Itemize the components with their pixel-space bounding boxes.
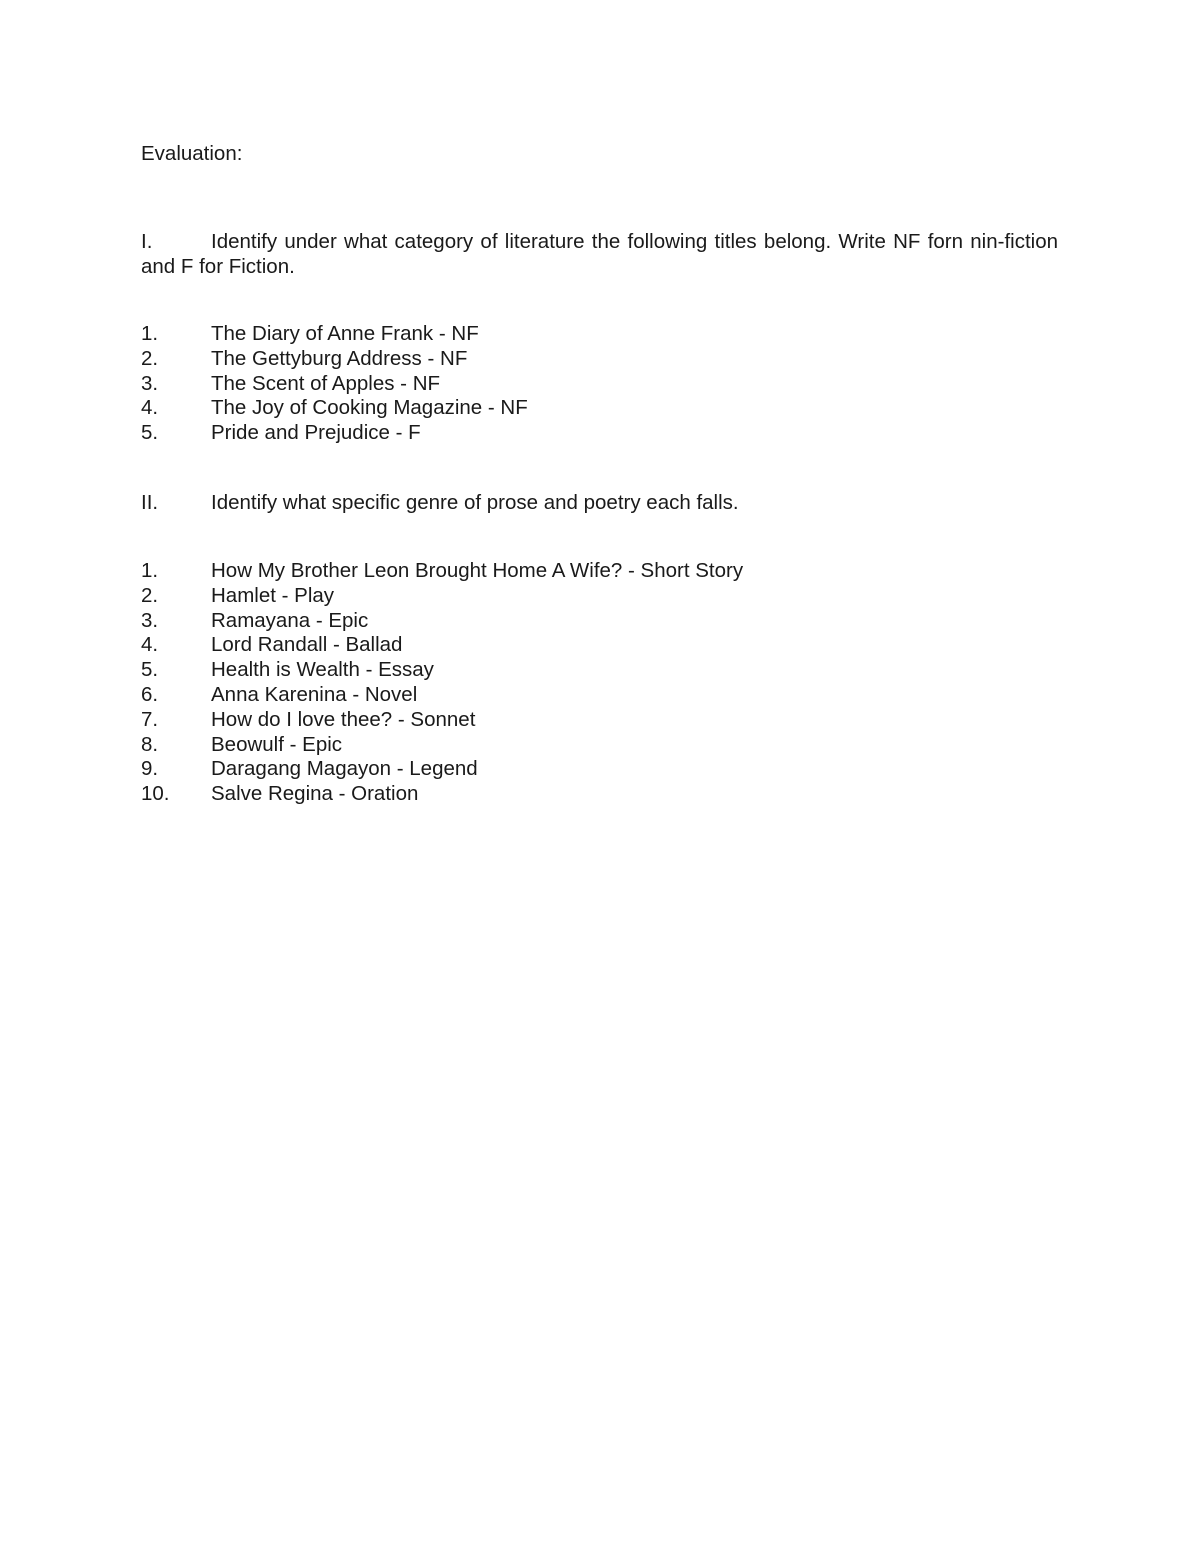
item-number: 1.: [141, 322, 159, 345]
list-item: [141, 658, 743, 683]
section-two-list: [141, 559, 743, 807]
item-text: How do I love thee? - Sonnet: [211, 707, 476, 731]
item-number: 5.: [141, 421, 159, 445]
list-item: [141, 396, 528, 421]
item-text: Beowulf - Epic: [211, 732, 343, 756]
item-number: 5.: [141, 658, 159, 682]
item-number: 4.: [141, 633, 159, 657]
item-text: Ramayana - Epic: [211, 608, 369, 632]
list-item: [141, 733, 743, 758]
item-number: 4.: [141, 396, 159, 420]
list-item: [141, 683, 743, 708]
list-item: [141, 372, 528, 397]
list-item: [141, 559, 743, 584]
item-text: Salve Regina - Oration: [211, 782, 419, 806]
item-text: The Diary of Anne Frank - NF: [211, 322, 479, 345]
item-number: 10.: [141, 782, 170, 806]
list-item: [141, 782, 743, 807]
section-one-instruction: [141, 230, 1058, 279]
item-text: Daragang Magayon - Legend: [211, 757, 478, 781]
item-text: Anna Karenina - Novel: [211, 682, 418, 706]
list-item: [141, 708, 743, 733]
list-item: [141, 584, 743, 609]
item-text: How My Brother Leon Brought Home A Wife? - Short Story: [211, 559, 744, 582]
item-text: The Joy of Cooking Magazine - NF: [211, 396, 528, 420]
item-text: Health is Wealth - Essay: [211, 658, 434, 682]
list-item: [141, 421, 528, 446]
item-number: 2.: [141, 346, 159, 370]
item-text: The Gettyburg Address - NF: [211, 346, 468, 370]
section-two: [141, 491, 1058, 516]
item-number: 2.: [141, 583, 159, 607]
item-text: The Scent of Apples - NF: [211, 371, 441, 395]
item-number: 8.: [141, 732, 159, 756]
list-item: [141, 609, 743, 634]
item-number: 3.: [141, 371, 159, 395]
item-number: 3.: [141, 608, 159, 632]
item-number: 1.: [141, 559, 159, 582]
item-text: Lord Randall - Ballad: [211, 633, 403, 657]
section-one-instruction-text: Identify under what category of literature the following titles belong. Write NF forn nin-fiction and F for Fiction.: [141, 230, 1058, 278]
list-item: [141, 347, 528, 372]
section-two-number: II.: [141, 491, 159, 514]
section-two-instruction: [141, 491, 1058, 516]
section-one-number: I.: [141, 230, 153, 253]
section-two-instruction-text: Identify what specific genre of prose and poetry each falls.: [211, 491, 739, 514]
item-text: Pride and Prejudice - F: [211, 421, 421, 445]
item-number: 6.: [141, 682, 159, 706]
section-one-list: [141, 322, 528, 446]
list-item: [141, 757, 743, 782]
item-number: 7.: [141, 707, 159, 731]
page-heading: Evaluation:: [141, 142, 243, 165]
section-one: [141, 230, 1058, 279]
item-number: 9.: [141, 757, 159, 781]
list-item: [141, 633, 743, 658]
item-text: Hamlet - Play: [211, 583, 335, 607]
list-item: [141, 322, 528, 347]
